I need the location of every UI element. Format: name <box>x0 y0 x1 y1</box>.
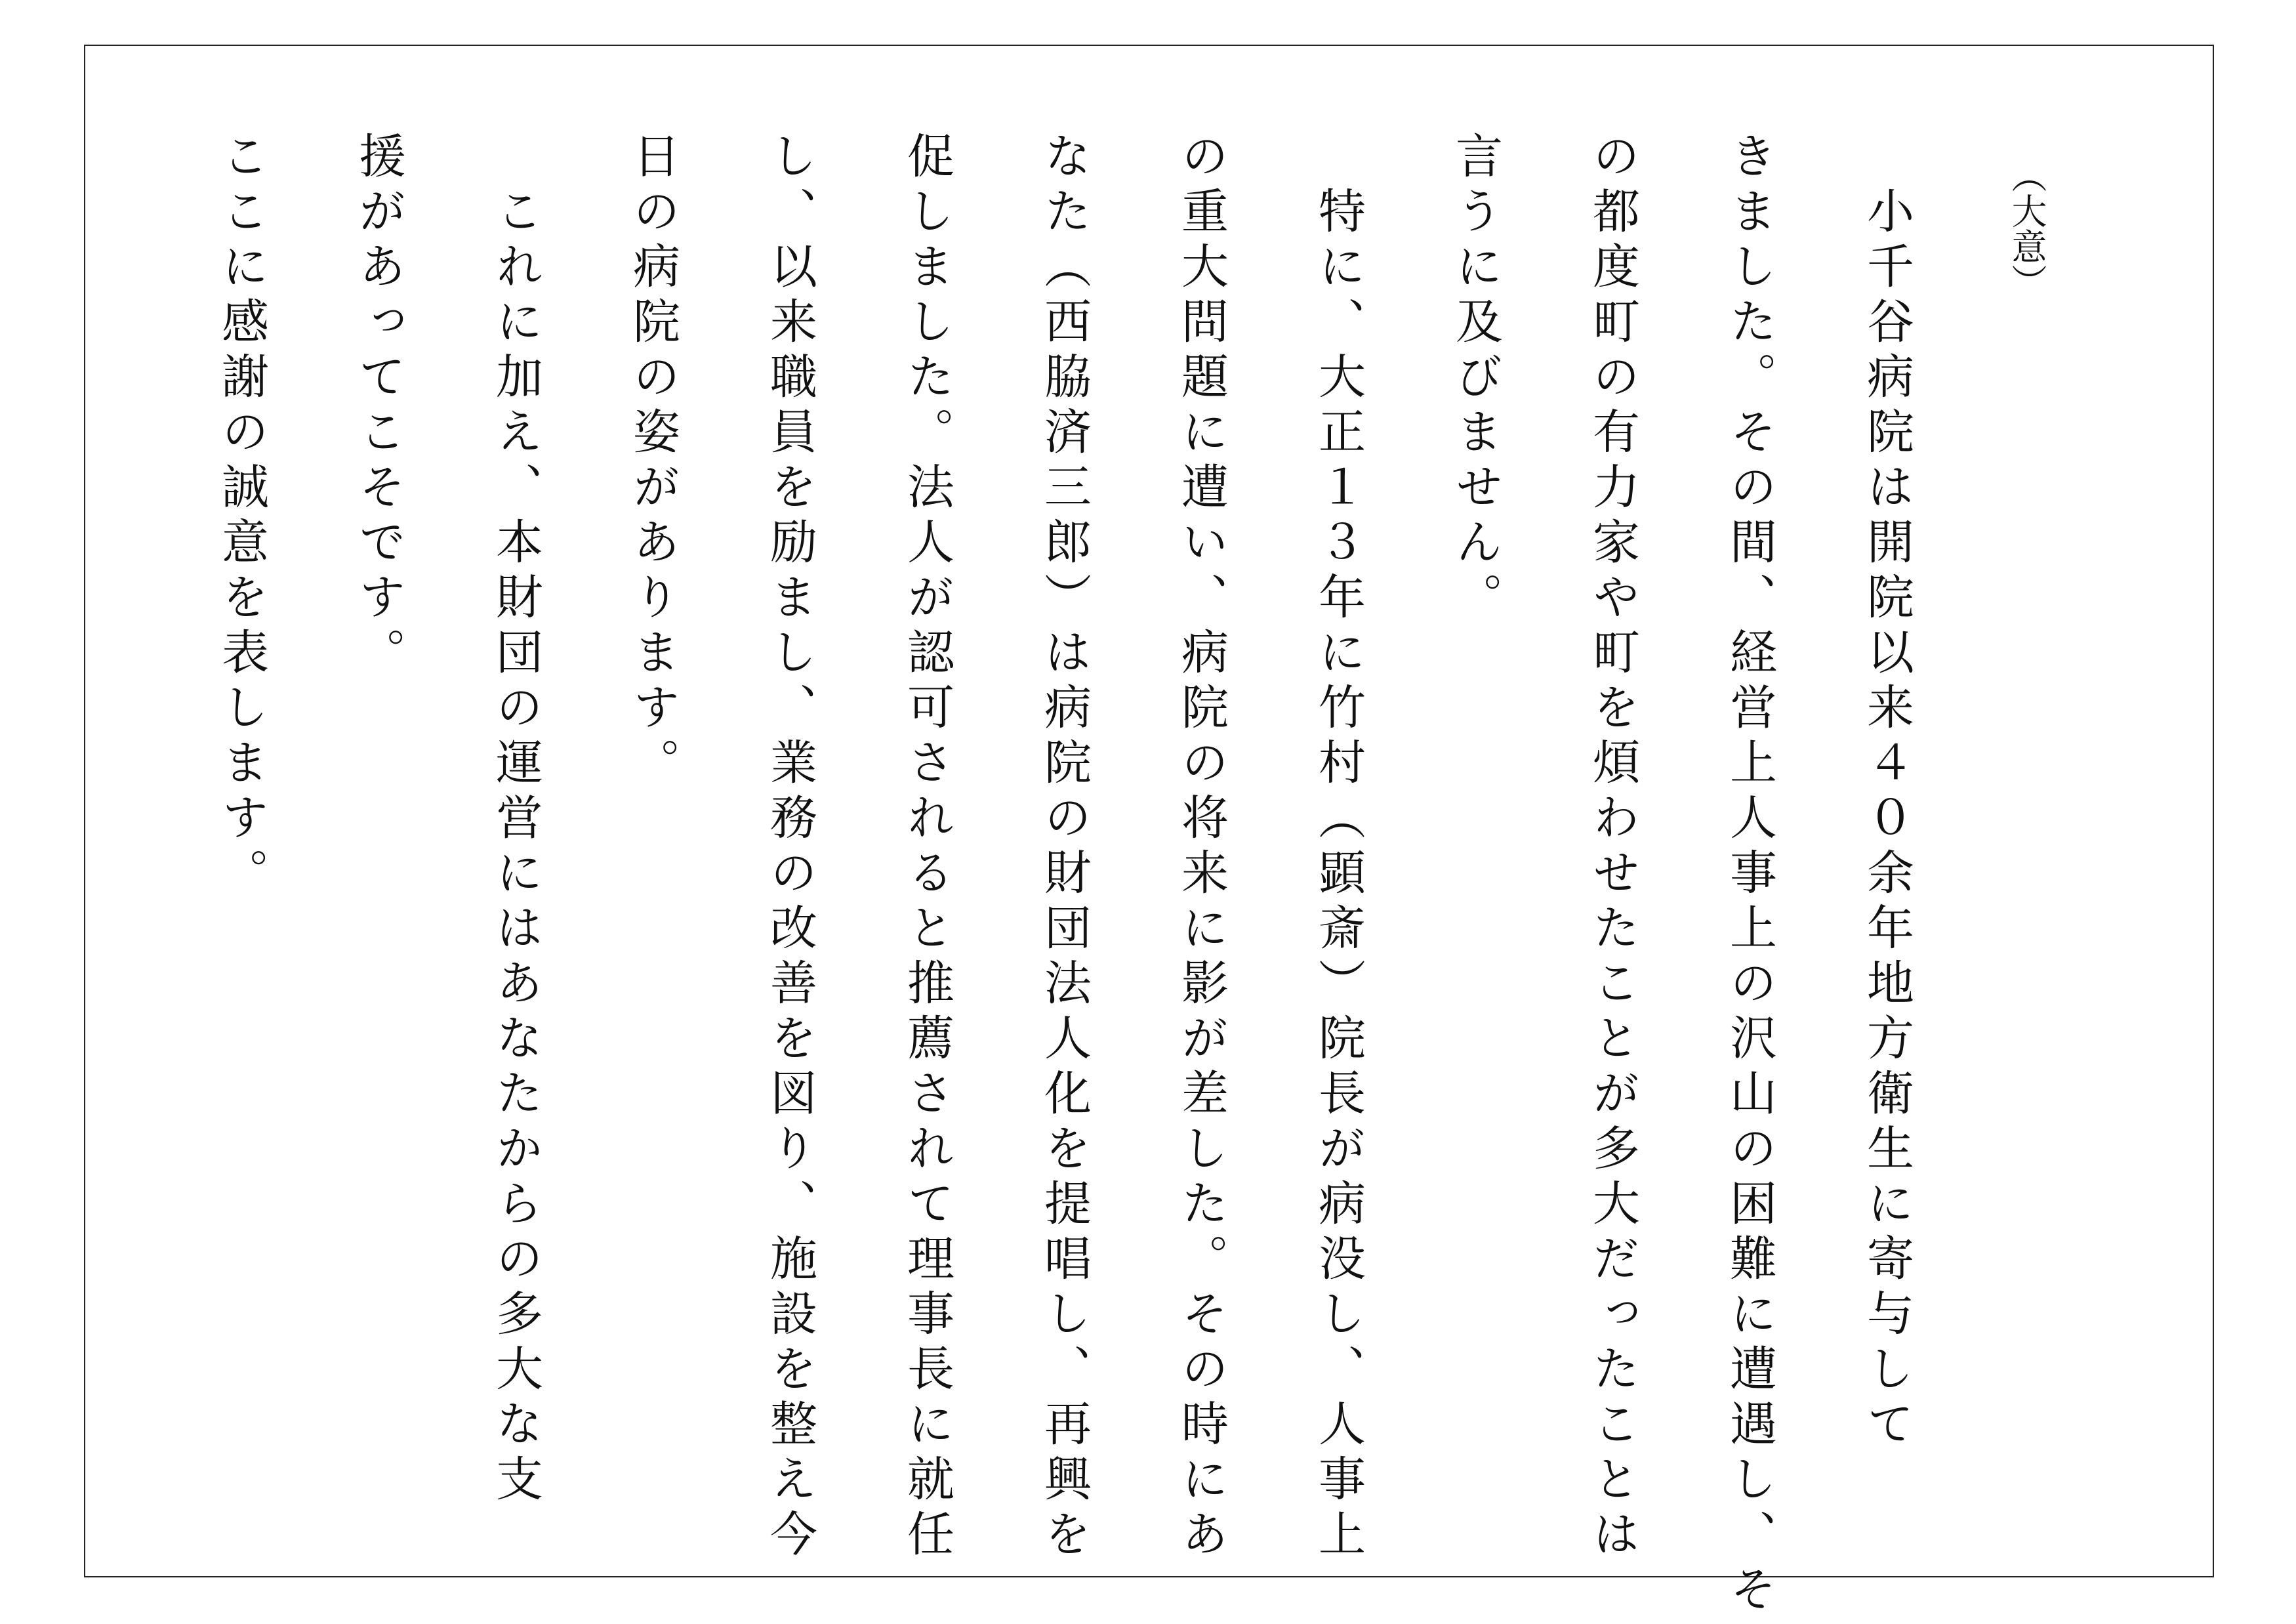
paragraph-opening: 小千谷病院は開院以来４０余年地方衛生に寄与して きました。その間、経営上人事上の沢山の困難に遭遇し、そ の都度町の有力家や町を煩わせたことが多大だったことは 言うに及びません。 <box>1448 131 1914 1619</box>
paragraph-gratitude: ここに感謝の誠意を表します。 <box>214 131 269 903</box>
document-body <box>214 131 1955 1619</box>
paragraph-support: これに加え、本財団の運営にはあなたからの多大な支 援があってこそです。 <box>351 131 543 1509</box>
paragraph-taisho-13: 特に、大正１３年に竹村（顕斎）院長が病没し、人事上 の重大問題に遭い、病院の将来に影が差した。その時にあ なた（西脇済三郎）は病院の財団法人化を提唱し、再興を 促しました。法人が認可されると推薦されて理事長に就任 し、以来職員を励まし、業務の改善を図り、施設を整え今 日の病院の姿があります。 <box>625 131 1366 1564</box>
document-heading: （大意） <box>2006 157 2047 299</box>
